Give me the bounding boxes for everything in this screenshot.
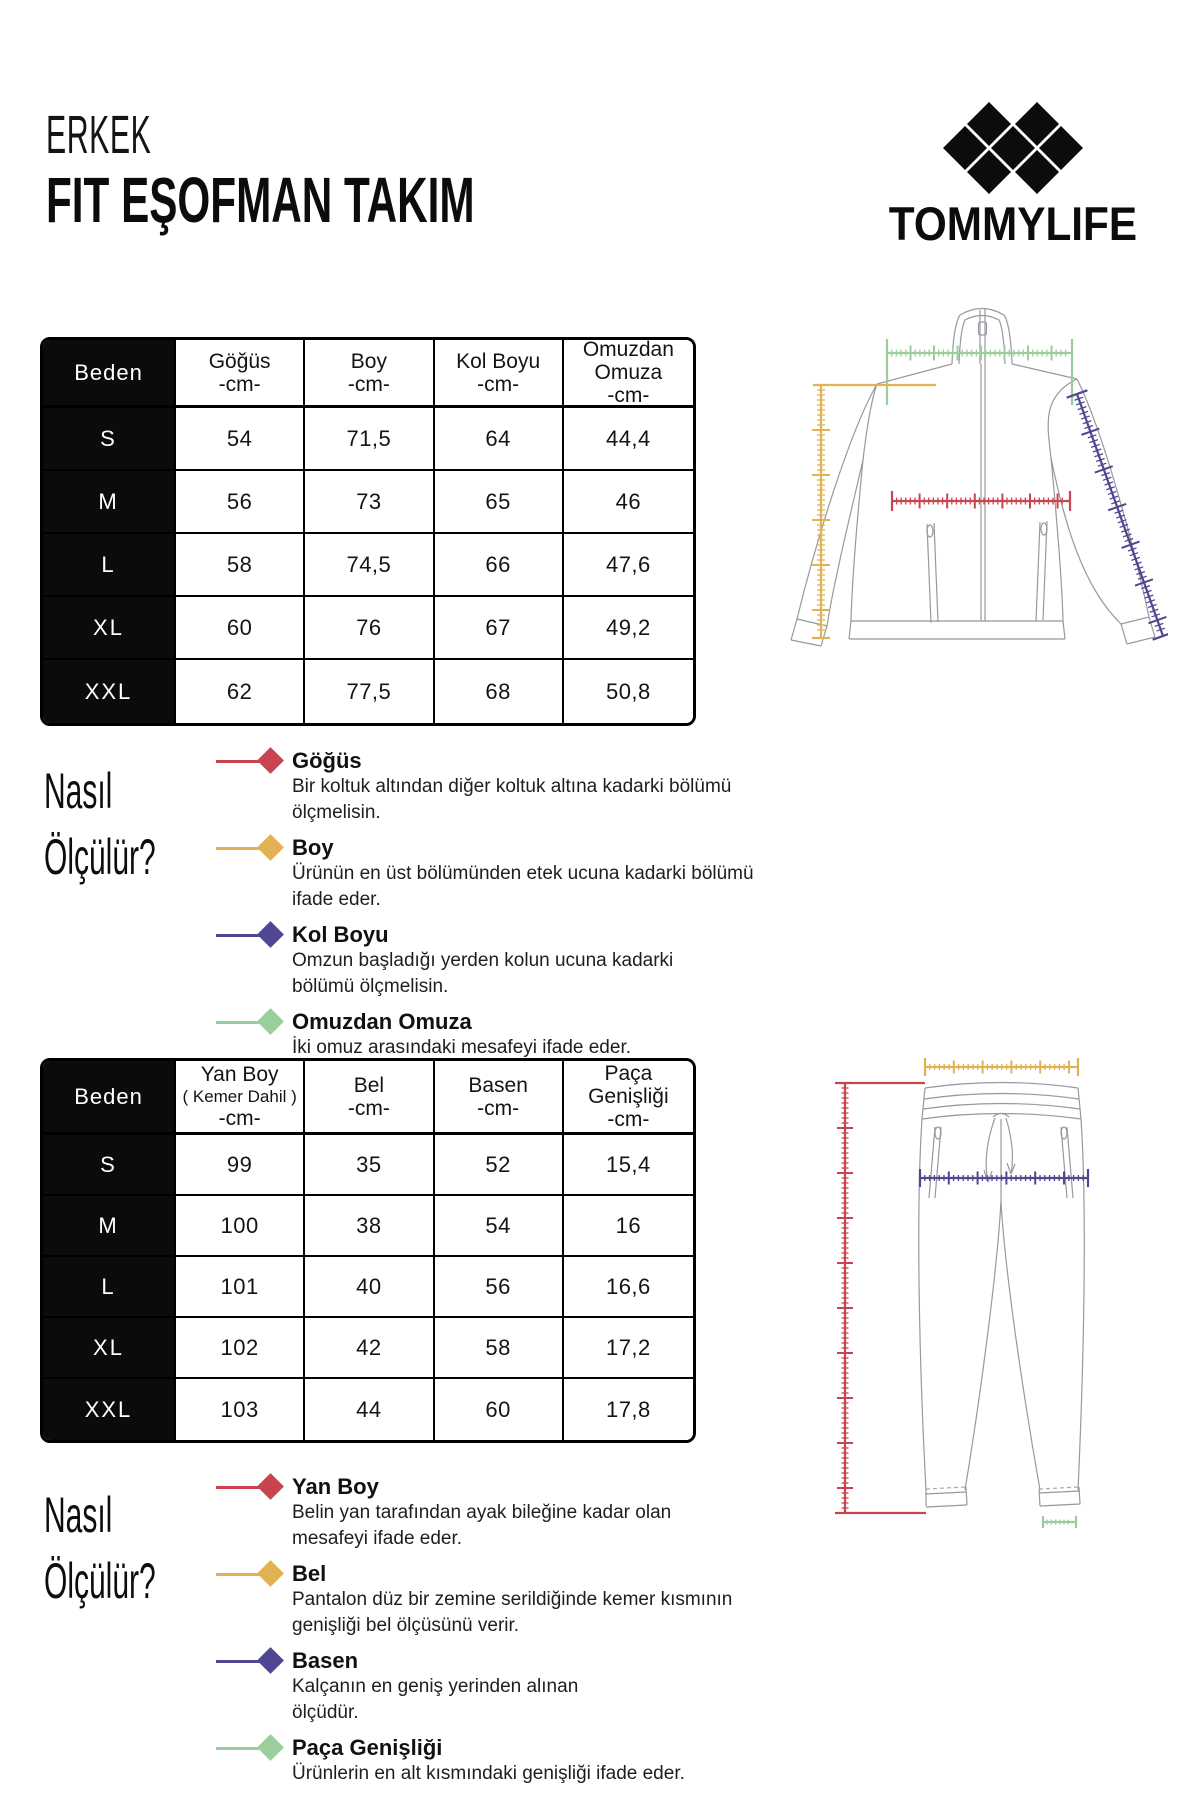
brand-wordmark: TOMMYLIFE: [888, 197, 1137, 250]
legend-text: [292, 748, 731, 826]
legend-item: [216, 1735, 756, 1787]
size-value: 64: [485, 425, 511, 451]
measure-name: Yan Boy: [292, 1474, 379, 1499]
column-header-unit: -cm-: [347, 372, 390, 396]
product-title: FIT EŞOFMAN TAKIM: [46, 164, 475, 236]
jacket-length-ruler: [812, 385, 936, 638]
size-value-cell: [435, 660, 564, 723]
measure-name: Boy: [292, 835, 334, 860]
size-value-cell: [176, 534, 305, 597]
size-value-cell: [564, 1318, 693, 1379]
column-header-3: [435, 1061, 564, 1135]
size-value: 66: [485, 551, 511, 577]
pants-size-table: [40, 1058, 696, 1443]
heading-line-1: Nasıl: [44, 1487, 113, 1543]
size-value-cell: [305, 1257, 434, 1318]
legend-item: [216, 835, 756, 913]
jacket-illustration: [700, 286, 1168, 648]
legend-text: [292, 835, 754, 913]
size-value: 15,4: [605, 1151, 651, 1177]
size-value-cell: [176, 408, 305, 471]
size-value: 99: [226, 1151, 253, 1177]
size-value: 102: [220, 1334, 259, 1360]
size-value-cell: [564, 1257, 693, 1318]
diamond-icon: [257, 1008, 284, 1035]
size-value-cell: [564, 534, 693, 597]
how-to-measure-heading-bottom: [44, 1482, 230, 1614]
size-label-cell: [43, 1135, 176, 1196]
size-label: S: [100, 425, 117, 451]
size-value-cell: [435, 1379, 564, 1440]
size-value-cell: [305, 660, 434, 723]
size-label: XXL: [84, 1396, 133, 1422]
size-value-cell: [564, 597, 693, 660]
column-header-label: ( Kemer Dahil ): [182, 1087, 297, 1106]
measure-marker: [216, 835, 292, 862]
category-label: ERKEK: [46, 105, 152, 165]
size-value: 76: [356, 614, 382, 640]
diamond-icon: [257, 1560, 284, 1587]
column-header-label: Göğüs: [208, 349, 271, 373]
size-label: XL: [93, 614, 124, 640]
size-value: 49,2: [605, 614, 651, 640]
column-header-label: Beden: [74, 1084, 143, 1109]
size-value-cell: [435, 471, 564, 534]
size-value: 54: [226, 425, 253, 451]
size-value: 44,4: [605, 425, 651, 451]
diamond-icon: [257, 1647, 284, 1674]
column-header-unit: -cm-: [607, 1108, 650, 1131]
column-header-unit: -cm-: [477, 1096, 520, 1120]
size-value: 42: [356, 1334, 382, 1360]
measure-name: Kol Boyu: [292, 922, 389, 947]
size-value-cell: [305, 1196, 434, 1257]
measure-description: Ürünlerin en alt kısmındaki genişliği ifade eder.: [292, 1763, 685, 1784]
legend-text: [292, 1474, 671, 1552]
measure-marker: [216, 1474, 292, 1501]
size-value-cell: [305, 597, 434, 660]
size-value-cell: [305, 1379, 434, 1440]
size-value: 16,6: [605, 1273, 651, 1299]
size-value: 38: [356, 1212, 382, 1238]
size-value-cell: [564, 1379, 693, 1440]
pants-illustration: [698, 1020, 1168, 1640]
measure-marker: [216, 748, 292, 775]
size-value: 56: [485, 1273, 511, 1299]
size-value-cell: [435, 1257, 564, 1318]
size-label-cell: [43, 660, 176, 723]
sleeve-length-ruler: [1067, 390, 1168, 639]
column-header-label: Boy: [350, 349, 387, 373]
diamond-icon: [257, 921, 284, 948]
leg-opening-ruler: [1043, 1516, 1076, 1528]
column-header-label: Omuza: [594, 361, 663, 384]
jacket-outline: [791, 309, 1155, 647]
size-value: 77,5: [346, 678, 392, 704]
hip-width-ruler: [920, 1169, 1088, 1187]
legend-text: [292, 1648, 578, 1726]
measure-description: ifade eder.: [292, 889, 381, 910]
legend-item: [216, 1648, 756, 1726]
diamond-icon: [257, 1734, 284, 1761]
size-value: 50,8: [605, 678, 651, 704]
size-value: 60: [226, 614, 253, 640]
measure-name: Omuzdan Omuza: [292, 1009, 472, 1034]
legend-text: [292, 922, 673, 1000]
column-header-label: Yan Boy: [200, 1063, 279, 1086]
size-value: 71,5: [346, 425, 392, 451]
legend-item: [216, 1009, 756, 1061]
legend-item: [216, 922, 756, 1000]
legend-item: [216, 1561, 756, 1639]
waist-width-ruler: [925, 1058, 1078, 1076]
measure-description: Pantalon düz bir zemine serildiğinde kemer kısmının: [292, 1589, 733, 1610]
measure-name: Bel: [292, 1561, 327, 1586]
column-header-1: [176, 1061, 305, 1135]
measure-description: ölçmelisin.: [292, 802, 381, 823]
column-header-unit: -cm-: [477, 372, 520, 396]
legend-text: [292, 1561, 732, 1639]
size-label: XXL: [84, 678, 133, 704]
size-value-cell: [564, 471, 693, 534]
column-header-label: Beden: [74, 360, 143, 385]
size-value: 44: [356, 1396, 382, 1422]
size-value-cell: [176, 660, 305, 723]
measure-name: Paça Genişliği: [292, 1735, 443, 1760]
measure-description: Bir koltuk altından diğer koltuk altına kadarki bölümü: [292, 776, 732, 797]
measure-description: Belin yan tarafından ayak bileğine kadar olan: [292, 1502, 672, 1523]
size-value: 47,6: [605, 551, 651, 577]
measure-description: genişliği bel ölçüsünü verir.: [292, 1615, 520, 1636]
size-value-cell: [564, 408, 693, 471]
size-value: 101: [220, 1273, 259, 1299]
size-label-cell: [43, 597, 176, 660]
measure-marker: [216, 1735, 292, 1762]
column-header-label: Omuzdan: [582, 338, 674, 361]
column-header-label: Kol Boyu: [456, 349, 541, 373]
size-value: 65: [485, 488, 511, 514]
measure-marker: [216, 1648, 292, 1675]
size-value-cell: [564, 1135, 693, 1196]
column-header-1: [176, 340, 305, 408]
size-label: L: [101, 551, 116, 577]
column-header-4: [564, 1061, 693, 1135]
size-value-cell: [176, 1379, 305, 1440]
size-value-cell: [435, 534, 564, 597]
column-header-2: [305, 340, 434, 408]
size-value: 62: [226, 678, 253, 704]
size-label: S: [100, 1151, 117, 1177]
legend-item: [216, 748, 756, 826]
size-value-cell: [305, 408, 434, 471]
side-length-ruler: [835, 1083, 926, 1513]
column-header-beden: [43, 1061, 176, 1135]
size-value-cell: [305, 1135, 434, 1196]
size-value: 100: [220, 1212, 259, 1238]
measure-description: Kalçanın en geniş yerinden alınan: [292, 1676, 579, 1697]
size-label-cell: [43, 471, 176, 534]
size-label: XL: [93, 1334, 124, 1360]
size-value: 68: [485, 678, 511, 704]
measure-description: mesafeyi ifade eder.: [292, 1528, 463, 1549]
size-value: 73: [356, 488, 382, 514]
size-value-cell: [435, 597, 564, 660]
size-value: 16: [615, 1212, 642, 1238]
pants-outline: [919, 1083, 1084, 1508]
size-value-cell: [564, 660, 693, 723]
size-value: 56: [226, 488, 253, 514]
legend-item: [216, 1474, 756, 1552]
measure-description: İki omuz arasındaki mesafeyi ifade eder.: [292, 1037, 632, 1058]
size-value: 58: [485, 1334, 511, 1360]
size-value: 103: [220, 1396, 259, 1422]
size-value-cell: [176, 597, 305, 660]
jacket-size-table: [40, 337, 696, 726]
size-value: 35: [356, 1151, 382, 1177]
measure-description: Omzun başladığı yerden kolun ucuna kadarki: [292, 950, 674, 971]
size-value-cell: [305, 1318, 434, 1379]
size-value-cell: [305, 471, 434, 534]
column-header-label: Basen: [468, 1073, 528, 1097]
size-label-cell: [43, 1196, 176, 1257]
brand-logo: [870, 100, 1155, 248]
size-value: 17,8: [605, 1396, 651, 1422]
size-value-cell: [305, 534, 434, 597]
size-value: 52: [485, 1151, 511, 1177]
size-value-cell: [176, 1196, 305, 1257]
size-value: 54: [485, 1212, 511, 1238]
measure-description: Ürünün en üst bölümünden etek ucuna kadarki bölümü: [292, 863, 754, 884]
measure-description: ölçüdür.: [292, 1702, 359, 1723]
column-header-label: Bel: [353, 1073, 385, 1097]
size-value-cell: [435, 1135, 564, 1196]
measure-marker: [216, 1561, 292, 1588]
column-header-unit: -cm-: [218, 1107, 261, 1130]
column-header-3: [435, 340, 564, 408]
measure-marker: [216, 1009, 292, 1036]
column-header-unit: -cm-: [607, 384, 650, 407]
size-value-cell: [435, 1318, 564, 1379]
column-header-2: [305, 1061, 434, 1135]
size-label: M: [98, 488, 119, 514]
jacket-measure-legend: [216, 748, 756, 1061]
measure-name: Basen: [292, 1648, 359, 1673]
size-label: M: [98, 1212, 119, 1238]
legend-text: [292, 1735, 685, 1787]
diamond-icon: [257, 834, 284, 861]
column-header-beden: [43, 340, 176, 408]
size-value-cell: [564, 1196, 693, 1257]
measure-marker: [216, 922, 292, 949]
size-value: 17,2: [605, 1334, 651, 1360]
size-value-cell: [176, 1318, 305, 1379]
column-header-label: Genişliği: [588, 1085, 669, 1108]
measure-description: bölümü ölçmelisin.: [292, 976, 449, 997]
size-value: 67: [485, 614, 511, 640]
column-header-label: Paça: [604, 1062, 653, 1085]
size-value: 74,5: [346, 551, 392, 577]
heading-line-1: Nasıl: [44, 763, 113, 819]
diamond-icon: [257, 1473, 284, 1500]
legend-text: [292, 1009, 631, 1061]
size-label-cell: [43, 1318, 176, 1379]
size-label-cell: [43, 408, 176, 471]
size-value: 58: [226, 551, 253, 577]
column-header-unit: -cm-: [347, 1096, 390, 1120]
how-to-measure-heading-top: [44, 758, 230, 890]
size-value-cell: [176, 1257, 305, 1318]
size-label: L: [101, 1273, 116, 1299]
pants-measure-legend: [216, 1474, 756, 1787]
size-value-cell: [435, 408, 564, 471]
size-label-cell: [43, 1379, 176, 1440]
column-header-unit: -cm-: [218, 372, 261, 396]
size-value-cell: [176, 471, 305, 534]
size-value: 40: [356, 1273, 382, 1299]
page-title: [46, 106, 695, 236]
size-value: 60: [485, 1396, 511, 1422]
diamond-logo-icon: [943, 100, 1083, 196]
measure-name: Göğüs: [292, 748, 362, 773]
size-value-cell: [435, 1196, 564, 1257]
size-label-cell: [43, 1257, 176, 1318]
heading-line-2: Ölçülür?: [44, 1553, 156, 1609]
size-value-cell: [176, 1135, 305, 1196]
heading-line-2: Ölçülür?: [44, 829, 156, 885]
diamond-icon: [257, 747, 284, 774]
size-label-cell: [43, 534, 176, 597]
size-value: 46: [615, 488, 642, 514]
column-header-4: [564, 340, 693, 408]
